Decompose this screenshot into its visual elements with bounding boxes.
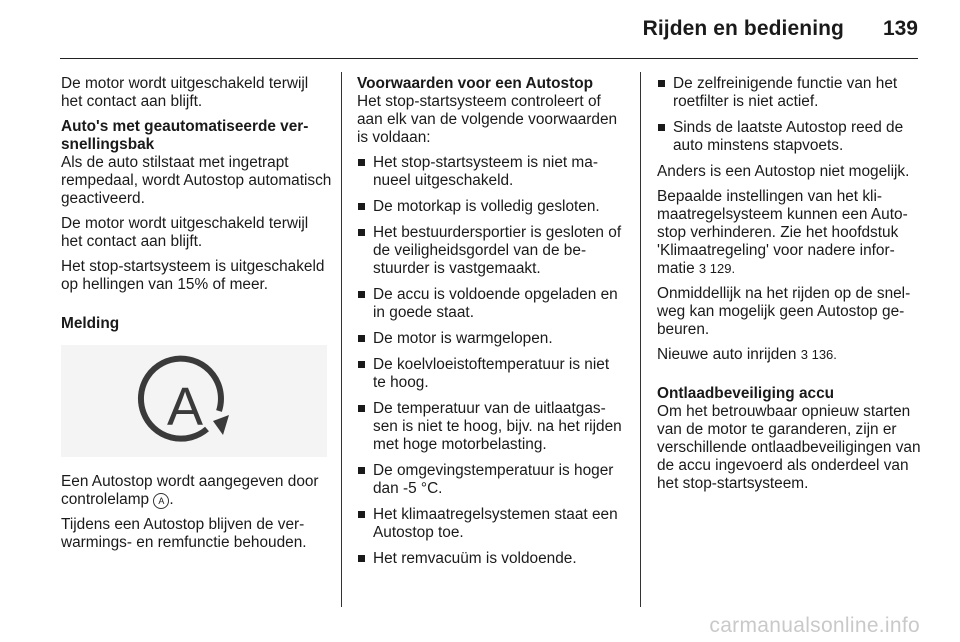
list-item: De koelvloeistoftemperatuur is niet te hoog. <box>357 356 625 392</box>
list-item: De omgevingstemperatuur is hoger dan -5 °C. <box>357 462 625 498</box>
list-item: De zelfreinigende functie van het roetfilter is niet actief. <box>657 75 927 111</box>
list-item: Sinds de laatste Autostop reed de auto minstens stapvoets. <box>657 119 927 155</box>
conditions-list-continued <box>657 75 927 155</box>
paragraph: Het stop-startsysteem controleert of aan elk van de volgende voorwaarden is voldaan: <box>357 93 618 146</box>
autostop-icon-letter: A <box>166 377 204 437</box>
paragraph: Anders is een Autostop niet mogelijk. <box>657 163 910 180</box>
list-item: Het stop-startsysteem is niet manueel uitgeschakeld. <box>357 154 625 190</box>
watermark: carmanualsonline.info <box>709 614 920 637</box>
list-item: Het bestuurdersportier is gesloten of de veiligheidsgordel van de bestuurder is vastgemaakt. <box>357 224 625 278</box>
section-heading: Ontlaadbeveiliging accu <box>657 385 835 402</box>
list-item: Het remvacuüm is voldoende. <box>357 550 625 568</box>
paragraph: Om het betrouwbaar opnieuw starten van de motor te garanderen, zijn er verschillende ontlaadbeveiligingen van de accu ingevoerd als onderdeel van het stop-startsysteem. <box>657 403 921 492</box>
column-divider-1 <box>341 72 342 607</box>
paragraph: Een Autostop wordt aangegeven door controlelamp A . <box>61 473 319 508</box>
paragraph: De motor wordt uitgeschakeld terwijl het contact aan blijft. <box>61 215 309 250</box>
section-heading-melding: Melding <box>61 315 120 332</box>
chapter-title: Rijden en bediening <box>642 17 844 40</box>
list-item: Het klimaatregelsystemen staat een Autostop toe. <box>357 506 625 542</box>
paragraph: Nieuwe auto inrijden 3 136. <box>657 346 837 363</box>
paragraph: De motor wordt uitgeschakeld terwijl het contact aan blijft. <box>61 75 309 110</box>
list-item: De temperatuur van de uitlaatgassen is niet te hoog, bijv. na het rijden met hoge motorbelasting. <box>357 400 625 454</box>
list-item: De motor is warmgelopen. <box>357 330 625 348</box>
paragraph: Het stop-startsysteem is uitgeschakeld op hellingen van 15% of meer. <box>61 258 325 293</box>
paragraph: Als de auto stilstaat met ingetrapt rempedaal, wordt Autostop automatisch geactiveerd. <box>61 154 332 207</box>
autostop-indicator-icon: A <box>153 493 169 509</box>
conditions-list <box>357 154 625 568</box>
section-heading: Voorwaarden voor een Autostop <box>357 75 594 92</box>
page-reference-link[interactable]: 3 129. <box>698 261 736 276</box>
list-item: De accu is voldoende opgeladen en in goede staat. <box>357 286 625 322</box>
autostop-indicator-figure <box>61 345 327 457</box>
paragraph: Onmiddellijk na het rijden op de snelweg kan mogelijk geen Autostop gebeuren. <box>657 285 911 338</box>
header-divider <box>60 58 918 59</box>
page-header <box>0 0 960 60</box>
column-divider-2 <box>640 72 641 607</box>
column-2 <box>357 75 625 576</box>
autostop-icon <box>133 349 245 453</box>
page-number: 139 <box>882 17 918 40</box>
column-1 <box>61 75 333 559</box>
paragraph: Bepaalde instellingen van het klimaatregelsysteem kunnen een Autostop verhinderen. Zie het hoofdstuk 'Klimaatregeling' voor nadere informatie 3 129. <box>657 188 908 277</box>
column-3 <box>657 75 927 500</box>
list-item: De motorkap is volledig gesloten. <box>357 198 625 216</box>
page-reference-link[interactable]: 3 136. <box>800 347 837 362</box>
section-heading: Auto's met geautomatiseerde versnellingsbak <box>61 118 309 153</box>
paragraph: Tijdens een Autostop blijven de verwarmings- en remfunctie behouden. <box>61 516 307 551</box>
